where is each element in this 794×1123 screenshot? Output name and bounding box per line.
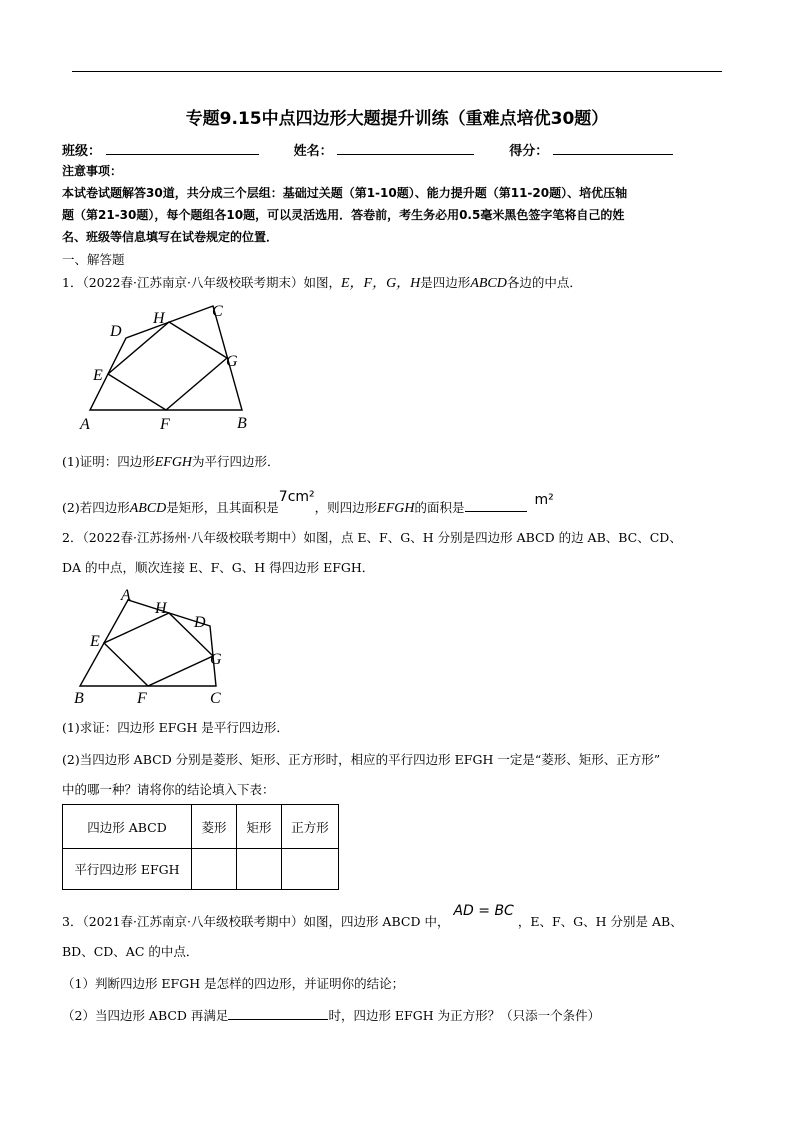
table-header-cell: 菱形 [192,805,237,849]
score-field[interactable] [553,141,673,155]
q1-area-value: 7cm² [278,489,315,505]
q2-label-g: G [210,651,222,668]
q1-part2: (2)若四边形ABCD是矩形，且其面积是7cm²，则四边形EFGH的面积是 m² [62,489,554,516]
table-header-cell: 四边形 ABCD [63,805,192,849]
q1-label-e: E [93,367,103,384]
table-header-cell: 正方形 [282,805,339,849]
notice-line-3: 名、班级等信息填写在试卷规定的位置． [62,230,279,244]
q1-label-d: D [110,323,122,340]
q1-area-blank[interactable] [465,498,527,512]
q2-part2-line-2: 中的哪一种？请将你的结论填入下表： [62,782,275,797]
notice-line-2: 题（第21-30题），每个题组各10题，可以灵活选用．答卷前，考生务必用0.5毫米黑色签字笔将自己的姓 [62,208,625,222]
notice-line-1: 本试卷试题解答30道，共分成三个层组：基础过关题（第1-10题）、能力提升题（第11-20题）、培优压轴 [62,186,628,200]
name-label: 姓名： [293,144,333,159]
page-title: 专题9.15中点四边形大题提升训练（重难点培优30题） [185,109,609,129]
class-field[interactable] [106,141,259,155]
student-info-row [62,140,673,159]
q3-part1: （1）判断四边形 EFGH 是怎样的四边形，并证明你的结论； [62,976,405,991]
q2-figure [70,584,240,709]
q1-quad-abcd [90,306,242,410]
table-row [63,849,339,890]
q1-label-g: G [226,353,238,370]
q1-label-f: F [160,416,170,433]
q2-stem-line-2: DA 的中点，顺次连接 E、F、G、H 得四边形 EFGH． [62,560,375,575]
class-label: 班级： [62,144,102,159]
top-rule [72,71,722,72]
q1-quad-efgh [108,322,227,410]
q1-label-c: C [212,303,223,320]
q2-label-d: D [194,614,206,631]
answer-cell[interactable] [282,849,339,890]
q3-stem-line-2: BD、CD、AC 的中点． [62,944,199,959]
q2-label-h: H [155,600,167,617]
q2-part2-line-1: (2)当四边形 ABCD 分别是菱形、矩形、正方形时，相应的平行四边形 EFGH 一定是“菱形、矩形、正方形” [62,752,661,767]
q3-formula: AD = BC [453,903,514,919]
q1-label-h: H [153,310,165,327]
q2-quad-abcd [80,600,216,686]
score-label: 得分： [509,144,549,159]
q2-stem-line-1: 2．（2022春·江苏扬州·八年级校联考期中）如图，点 E、F、G、H 分别是四边形 ABCD 的边 AB、BC、CD、 [62,530,682,545]
q3-condition-blank[interactable] [228,1006,328,1020]
q2-part1: (1)求证：四边形 EFGH 是平行四边形． [62,720,289,735]
q1-unit: m² [534,492,554,508]
q2-answer-table [62,804,339,890]
q1-label-b: B [237,415,247,432]
table-row [63,805,339,849]
answer-cell[interactable] [237,849,282,890]
q1-part1: (1)证明：四边形EFGH为平行四边形． [62,454,280,470]
section-heading: 一、解答题 [62,252,125,267]
q2-label-c: C [210,690,221,707]
table-cell: 平行四边形 EFGH [63,849,192,890]
table-header-cell: 矩形 [237,805,282,849]
q1-stem: 1．（2022春·江苏南京·八年级校联考期末）如图，E，F，G，H是四边形ABCD各边的中点． [62,275,582,291]
q3-part2: （2）当四边形 ABCD 再满足 时，四边形 EFGH 为正方形？（只添一个条件） [62,1008,601,1023]
q2-label-f: F [137,690,147,707]
q3-stem-line-1: 3．（2021春·江苏南京·八年级校联考期中）如图，四边形 ABCD 中，AD = BC，E、F、G、H 分别是 AB、 [62,903,683,929]
answer-cell[interactable] [192,849,237,890]
notice-label: 注意事项： [62,164,123,178]
q2-label-b: B [74,690,84,707]
q2-label-a: A [121,587,131,604]
name-field[interactable] [337,141,474,155]
q1-label-a: A [80,416,90,433]
q1-figure [70,298,270,438]
q2-label-e: E [90,633,100,650]
